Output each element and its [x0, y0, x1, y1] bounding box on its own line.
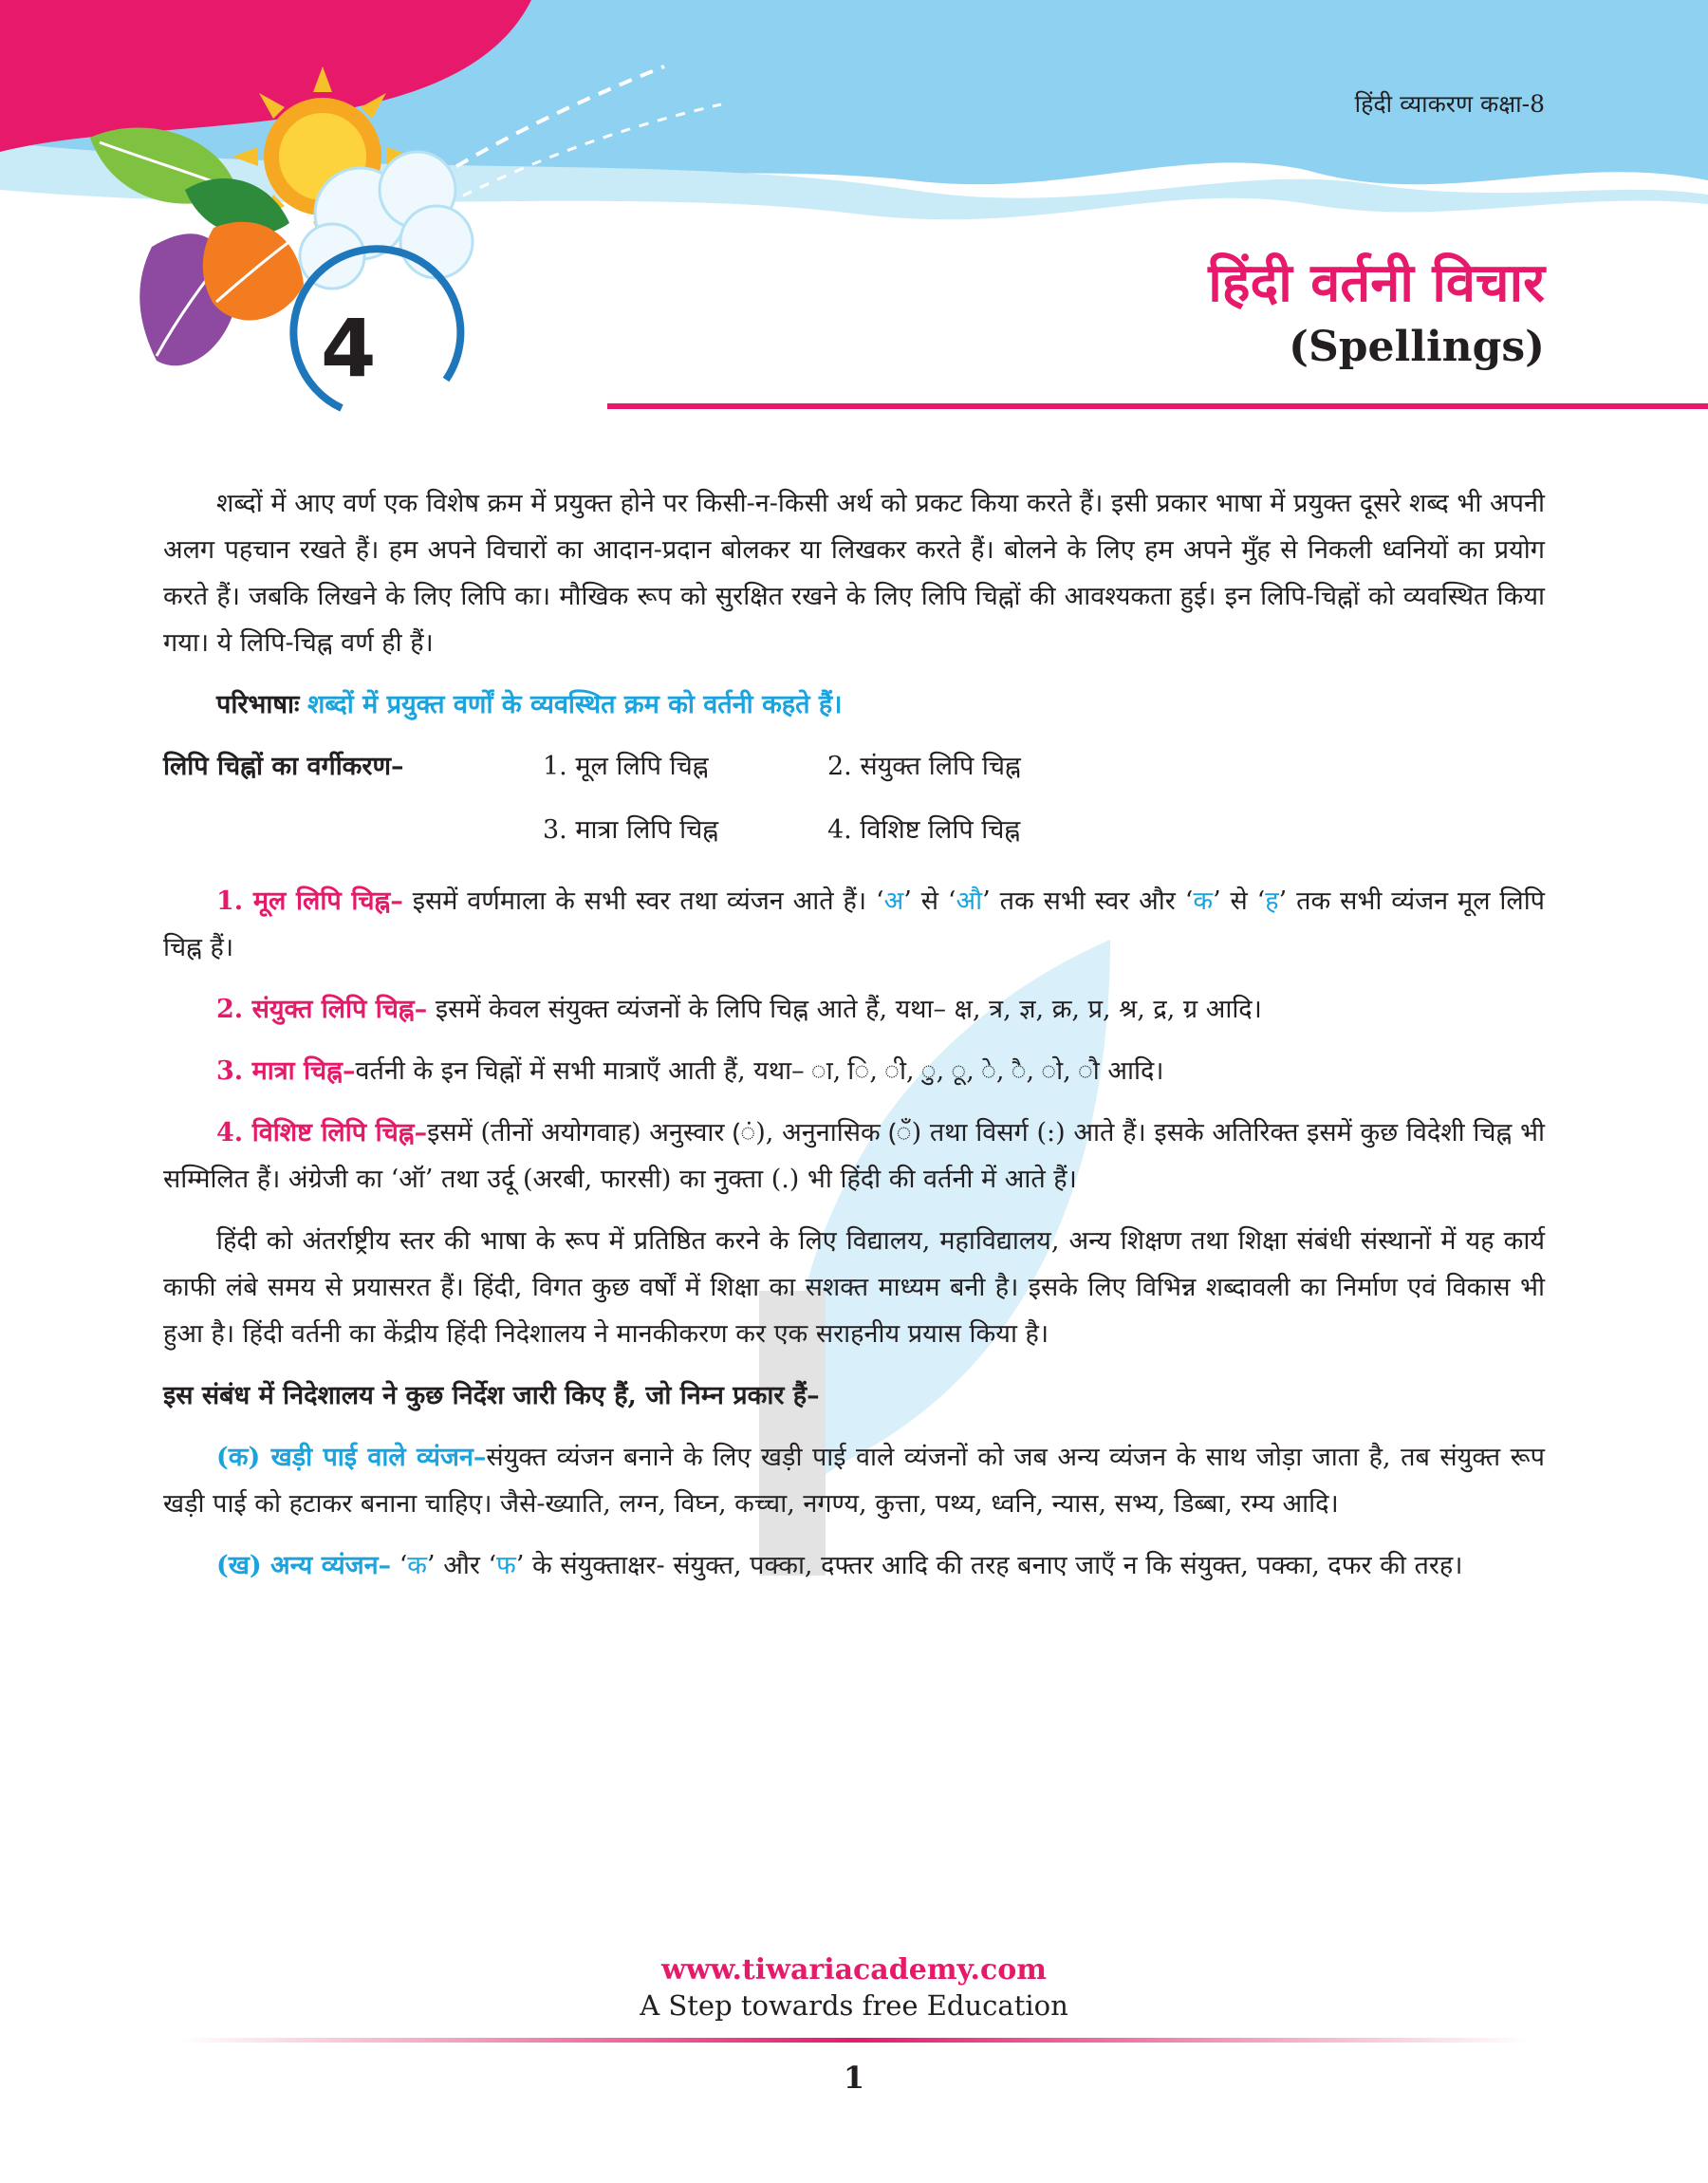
- letter-ka: क: [1193, 886, 1214, 916]
- item-basic-text: इसमें वर्णमाला के सभी स्वर तथा व्यंजन आते हैं। ‘: [402, 886, 884, 916]
- page-number: 1: [843, 2060, 865, 2096]
- standardization-paragraph: हिंदी को अंतर्राष्ट्रीय स्तर की भाषा के रूप में प्रतिष्ठित करने के लिए विद्यालय, महाविद्यालय, अन्य शिक्षण तथा शिक्षा संबंधी संस्थानों में यह कार्य काफी लंबे समय से प्रयासरत हैं। हिंदी, विगत कुछ वर्षों में शिक्षा का सशक्त माध्यम बनी है। इसके लिए विभिन्न शब्दावली का निर्माण एवं विकास भी हुआ है। हिंदी वर्तनी का केंद्रीय हिंदी निदेशालय ने मानकीकरण कर एक सराहनीय प्रयास किया है।: [163, 1226, 1545, 1349]
- classification-item: 2. संयुक्त लिपि चिह्न: [827, 752, 1021, 781]
- item-basic-signs: [163, 878, 1545, 971]
- rule-kha-text: ‘: [391, 1551, 408, 1580]
- definition-label: परिभाषाः: [216, 690, 300, 719]
- footer-divider: [180, 2037, 1528, 2044]
- definition: [163, 681, 1545, 728]
- classification-item: 3. मात्रा लिपि चिह्न: [543, 815, 719, 845]
- header-class-label: हिंदी व्याकरण कक्षा-8: [1354, 90, 1545, 118]
- footer-url[interactable]: www.tiwariacademy.com: [660, 1953, 1048, 1987]
- item-basic-label: 1. मूल लिपि चिह्न–: [216, 886, 403, 916]
- item-matra-signs: [163, 1048, 1545, 1094]
- item-conjunct-text: इसमें केवल संयुक्त व्यंजनों के लिपि चिह्न आते हैं, यथा– क्ष, त्र, ज्ञ, क्र, प्र, श्र, द्र, ग्र आदि।: [427, 995, 1262, 1024]
- item-special-signs: [163, 1110, 1545, 1203]
- chapter-subtitle: (Spellings): [1289, 323, 1545, 371]
- rule-ka-label: (क) खड़ी पाई वाले व्यंजन–: [216, 1443, 487, 1472]
- chapter-title: हिंदी वर्तनी विचार: [1208, 252, 1545, 314]
- letter-au: औ: [956, 886, 983, 916]
- rule-kha-text: ’ के संयुक्ताक्षर- संयुक्त, पक्का, दफ्तर आदि की तरह बनाए जाएँ न कि संयुक्त, पक्का, दफर की तरह।: [515, 1551, 1463, 1580]
- letter-pha: फ: [496, 1551, 516, 1580]
- letter-a: अ: [883, 886, 904, 916]
- classification-item: 4. विशिष्ट लिपि चिह्न: [827, 815, 1021, 845]
- item-matra-label: 3. मात्रा चिह्न–: [216, 1056, 356, 1086]
- item-basic-text: ’ तक सभी व्यंजन मूल लिपि चिह्न हैं।: [163, 886, 1546, 962]
- rule-kha-text: ’ और ‘: [427, 1551, 497, 1580]
- directive-heading: इस संबंध में निदेशालय ने कुछ निर्देश जारी किए हैं, जो निम्न प्रकार हैं–: [163, 1381, 820, 1410]
- classification: [163, 743, 1545, 853]
- item-special-text: इसमें (तीनों अयोगवाह) अनुस्वार (ं), अनुनासिक (ँ) तथा विसर्ग (:) आते हैं। इसके अतिरिक्त इसमें कुछ विदेशी चिह्न भी सम्मिलित हैं। अंग्रेजी का ‘ऑ’ तथा उर्दू (अरबी, फारसी) का नुक्ता (.) भी हिंदी की वर्तनी में आते हैं।: [163, 1118, 1545, 1194]
- item-conjunct-signs: [163, 986, 1545, 1033]
- item-special-label: 4. विशिष्ट लिपि चिह्न–: [216, 1118, 428, 1147]
- chapter-number: 4: [321, 302, 377, 395]
- classification-label: लिपि चिह्नों का वर्गीकरण–: [163, 752, 404, 781]
- classification-item: 1. मूल लिपि चिह्न: [543, 752, 709, 781]
- item-basic-text: ’ तक सभी स्वर और ‘: [982, 886, 1194, 916]
- letter-ha: ह: [1265, 886, 1279, 916]
- rule-ka-text: संयुक्त व्यंजन बनाने के लिए खड़ी पाई वाले व्यंजनों को जब अन्य व्यंजन के साथ जोड़ा जाता है, तब संयुक्त रूप खड़ी पाई को हटाकर बनाना चाहिए। जैसे-ख्याति, लग्न, विघ्न, कच्चा, नगण्य, कुत्ता, पथ्य, ध्वनि, न्यास, सभ्य, डिब्बा, रम्य आदि।: [163, 1443, 1545, 1519]
- main-content: [163, 480, 1545, 1604]
- rule-kha: [163, 1542, 1545, 1589]
- rule-ka: [163, 1434, 1545, 1527]
- rule-kha-label: (ख) अन्य व्यंजन–: [216, 1551, 392, 1580]
- leaf-orange-icon: [203, 222, 304, 321]
- item-conjunct-label: 2. संयुक्त लिपि चिह्न–: [216, 995, 428, 1024]
- item-basic-text: ’ से ‘: [1213, 886, 1266, 916]
- chapter-ring: [293, 249, 460, 408]
- letter-ka: क: [407, 1551, 428, 1580]
- item-matra-text: वर्तनी के इन चिह्नों में सभी मात्राएँ आती हैं, यथा– ा, ि, ी, ु, ू, े, ै, ो, ौ आदि।: [355, 1056, 1164, 1086]
- definition-text: शब्दों में प्रयुक्त वर्णों के व्यवस्थित क्रम को वर्तनी कहते हैं।: [307, 690, 843, 719]
- item-basic-text: ’ से ‘: [903, 886, 956, 916]
- title-rule: [607, 403, 1708, 409]
- intro-paragraph: शब्दों में आए वर्ण एक विशेष क्रम में प्रयुक्त होने पर किसी-न-किसी अर्थ को प्रकट किया करते हैं। इसी प्रकार भाषा में प्रयुक्त दूसरे शब्द भी अपनी अलग पहचान रखते हैं। हम अपने विचारों का आदान-प्रदान बोलकर या लिखकर करते हैं। बोलने के लिए हम अपने मुँह से निकली ध्वनियों का प्रयोग करते हैं। जबकि लिखने के लिए लिपि का। मौखिक रूप को सुरक्षित रखने के लिए लिपि चिह्नों की आवश्यकता हुई। इन लिपि-चिह्नों को व्यवस्थित किया गया। ये लिपि-चिह्न वर्ण ही हैं।: [163, 489, 1545, 658]
- classification-spacer: [163, 807, 543, 853]
- footer-tagline: A Step towards free Education: [640, 1989, 1068, 2022]
